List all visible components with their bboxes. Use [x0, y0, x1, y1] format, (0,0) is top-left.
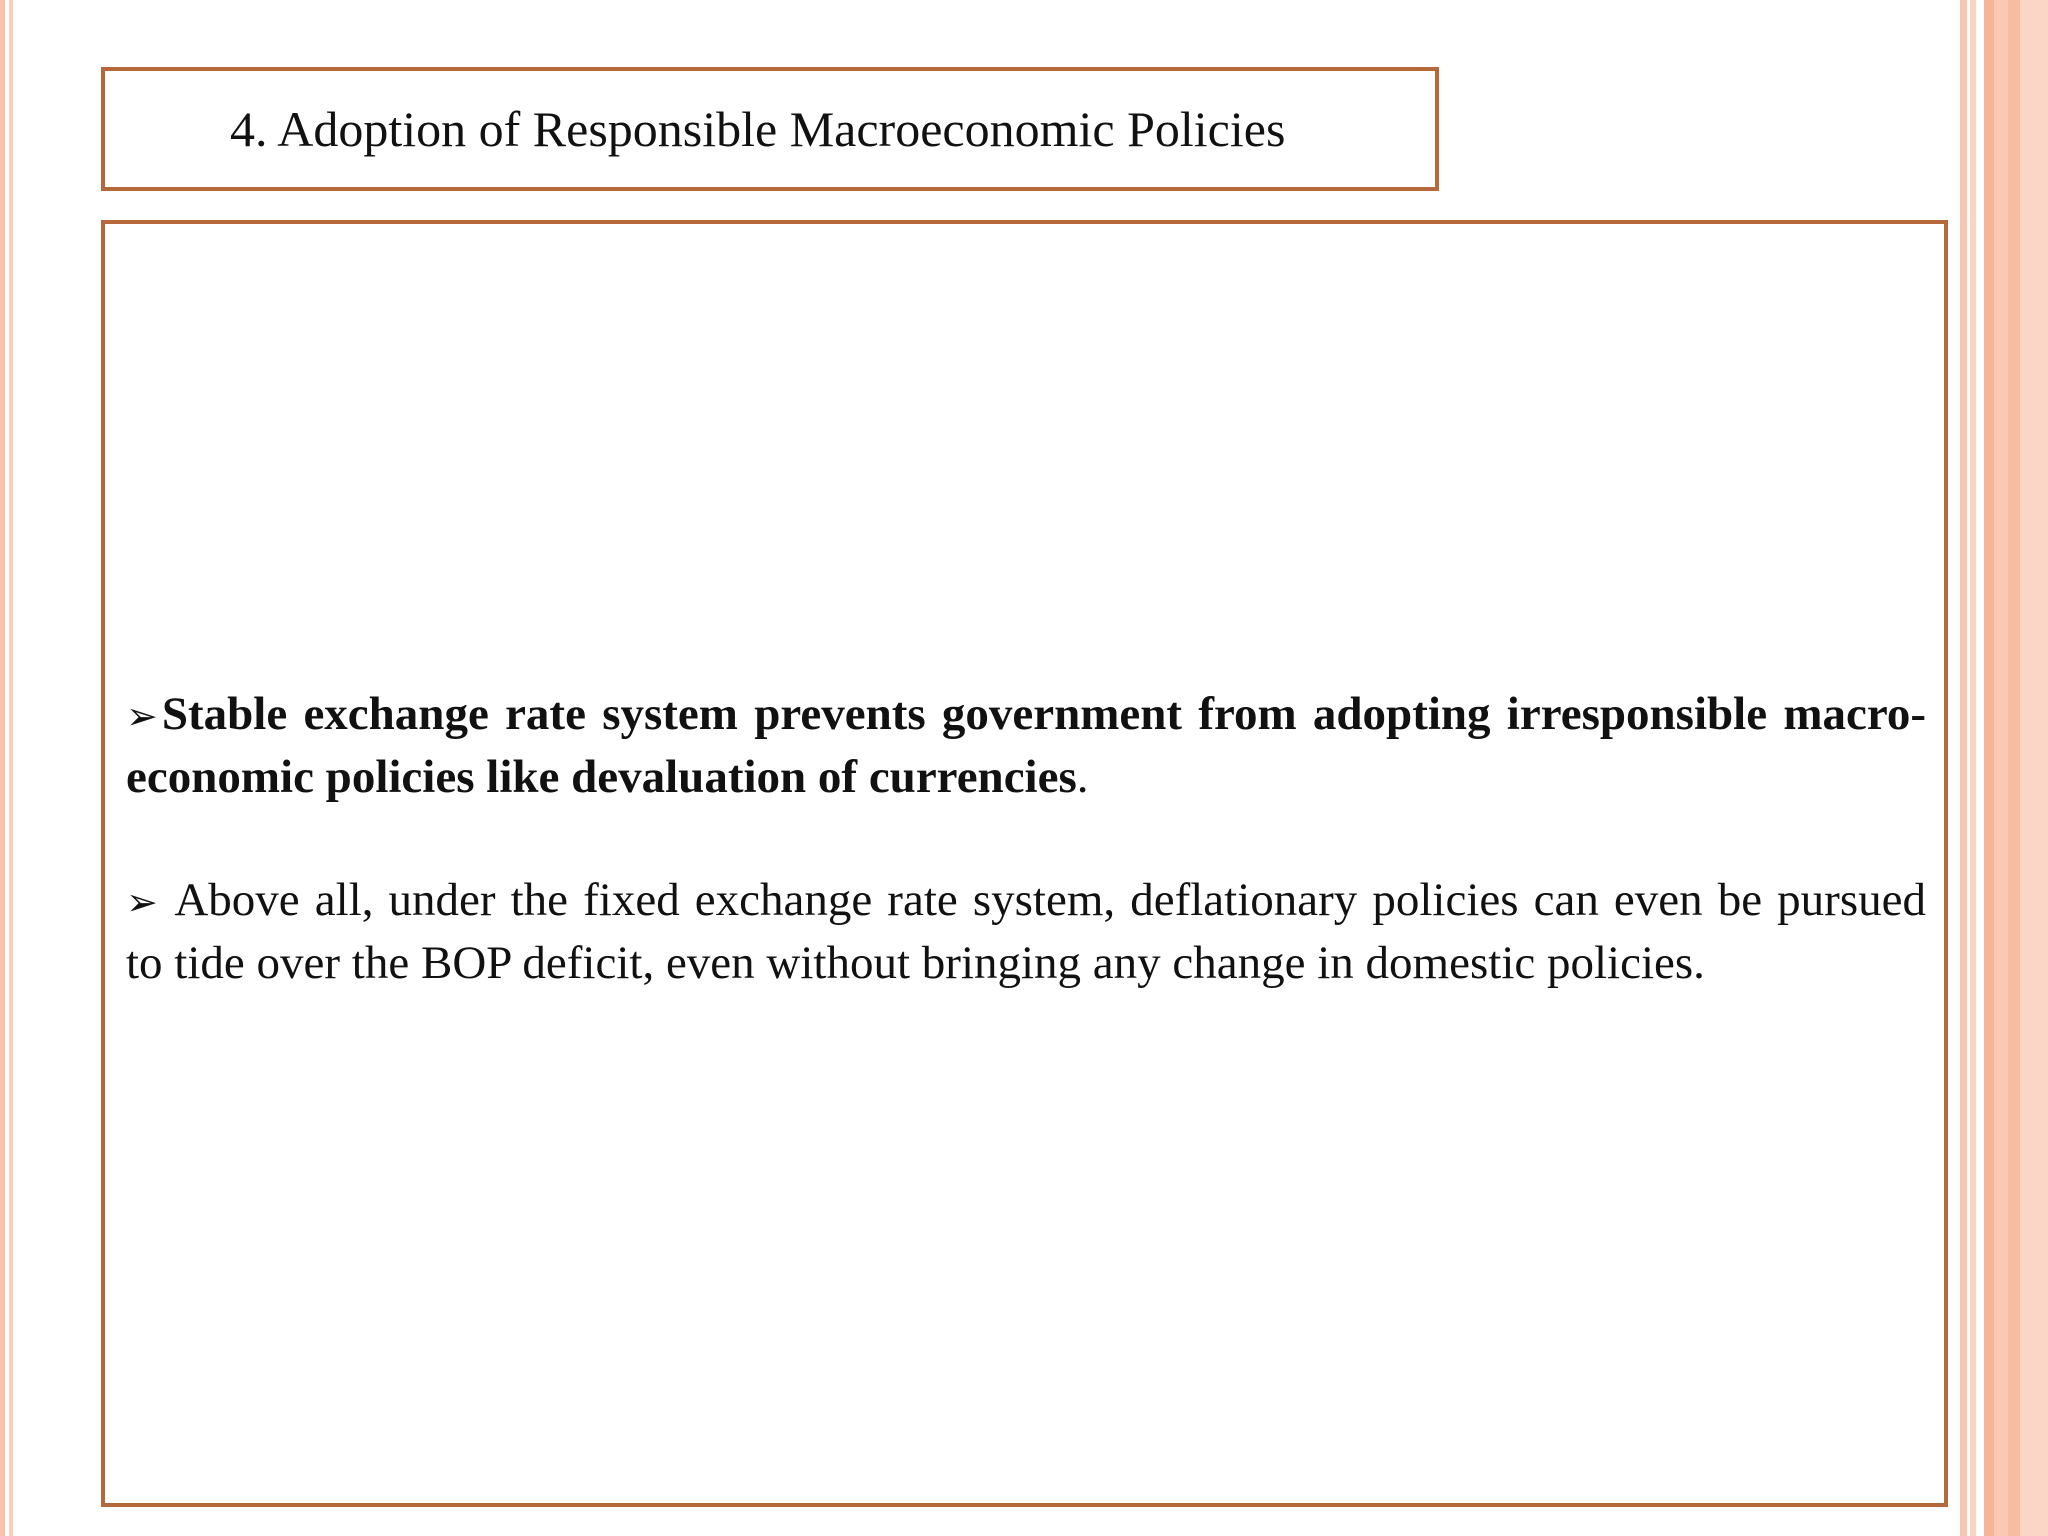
decorative-stripe — [1984, 0, 1994, 1536]
content-box — [101, 220, 1948, 1507]
bullet-trailing: . — [1076, 751, 1089, 803]
decorative-stripe — [1994, 0, 2008, 1536]
decorative-stripe — [1970, 0, 1976, 1536]
decorative-stripe — [2008, 0, 2020, 1536]
bullet-list — [126, 684, 1926, 994]
bullet-text: Stable exchange rate system prevents government from adopting irresponsible macro- economic policies like devaluation of currencies — [126, 688, 1926, 803]
bullet-item — [126, 684, 1926, 808]
bullet-item — [126, 870, 1926, 994]
title-box — [101, 67, 1439, 191]
bullet-text: Above all, under the fixed exchange rate system, deflationary policies can even be pursued to tide over the BOP deficit, even without bringing any change in domestic policies. — [126, 874, 1926, 989]
slide-title: 4. Adoption of Responsible Macroeconomic Policies — [230, 101, 1286, 157]
decorative-stripe — [1960, 0, 1967, 1536]
arrow-bullet-icon: ➢ — [126, 694, 158, 738]
arrow-bullet-icon: ➢ — [126, 880, 158, 924]
decorative-stripe — [0, 0, 5, 1536]
decorative-stripe — [9, 0, 13, 1536]
decorative-stripe — [2020, 0, 2048, 1536]
